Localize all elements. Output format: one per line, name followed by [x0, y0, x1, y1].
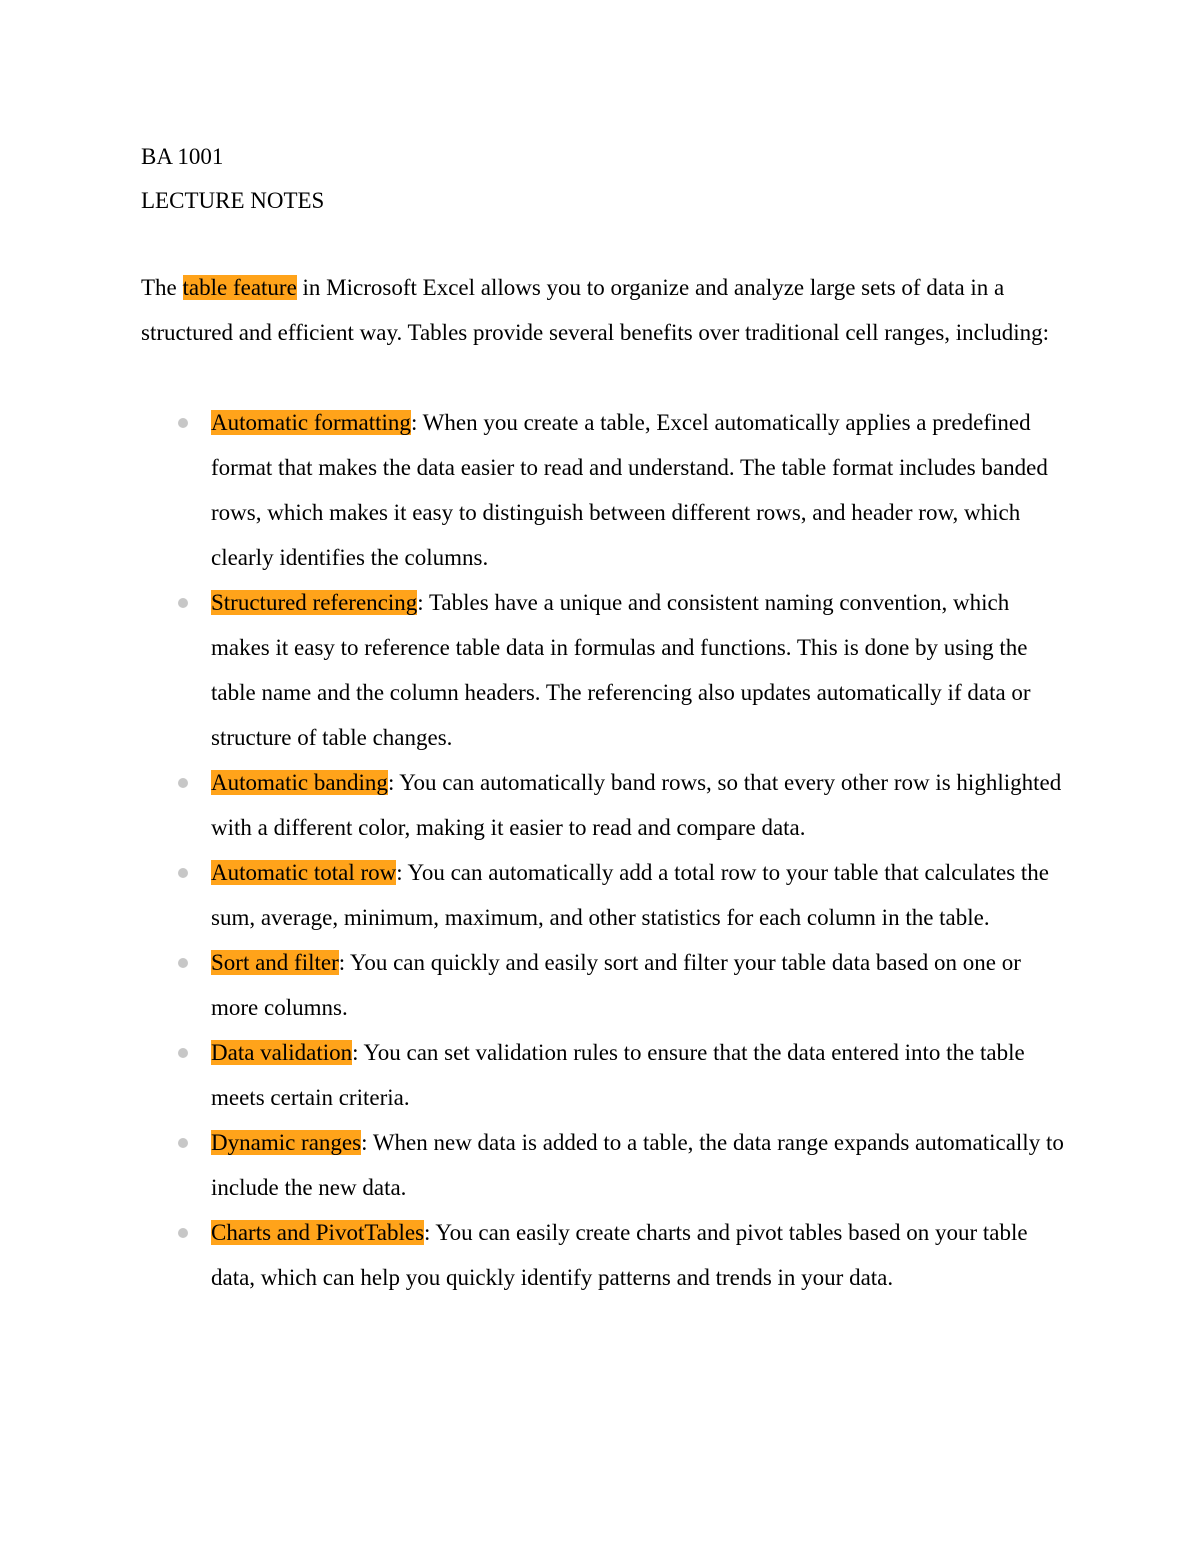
bullet-icon — [178, 1228, 188, 1238]
benefit-term: Data validation — [211, 1040, 353, 1065]
bullet-icon — [178, 958, 188, 968]
bullet-icon — [178, 598, 188, 608]
list-item — [211, 850, 1071, 940]
benefit-term: Structured referencing — [211, 590, 418, 615]
benefit-term: Automatic total row — [211, 860, 397, 885]
benefit-term: Automatic banding — [211, 770, 388, 795]
document-title: LECTURE NOTES — [141, 188, 325, 213]
intro-text-before: The — [141, 275, 183, 300]
bullet-icon — [178, 778, 188, 788]
benefit-list — [211, 400, 1071, 1300]
benefit-term: Sort and filter — [211, 950, 339, 975]
intro-text-after: in Microsoft Excel allows you to organize and analyze large sets of data in a structured and efficient way. Tables provide several benefits over traditional cell ranges, including: — [141, 275, 1050, 345]
bullet-icon — [178, 1138, 188, 1148]
intro-paragraph — [141, 266, 1071, 355]
course-code: BA 1001 — [141, 144, 224, 169]
benefit-description: : Tables have a unique and consistent naming convention, which makes it easy to reference table data in formulas and functions. This is done by using the table name and the column headers. The referencing also updates automatically if data or structure of table changes. — [211, 590, 1031, 750]
benefit-description: : You can easily create charts and pivot tables based on your table data, which can help you quickly identify patterns and trends in your data. — [211, 1220, 1028, 1290]
list-item — [211, 580, 1071, 760]
benefit-term: Automatic formatting — [211, 410, 411, 435]
bullet-icon — [178, 868, 188, 878]
list-item — [211, 760, 1071, 850]
benefit-description: : You can automatically add a total row to your table that calculates the sum, average, minimum, maximum, and other statistics for each column in the table. — [211, 860, 1049, 930]
benefit-description: : You can automatically band rows, so that every other row is highlighted with a different color, making it easier to read and compare data. — [211, 770, 1062, 840]
intro-highlight: table feature — [182, 275, 297, 300]
list-item — [211, 940, 1071, 1030]
benefit-description: : When you create a table, Excel automatically applies a predefined format that makes the data easier to read and understand. The table format includes banded rows, which makes it easy to distinguish between different rows, and header row, which clearly identifies the columns. — [211, 410, 1048, 570]
benefit-description: : You can set validation rules to ensure that the data entered into the table meets certain criteria. — [211, 1040, 1025, 1110]
list-item — [211, 1120, 1071, 1210]
benefit-term: Charts and PivotTables — [211, 1220, 425, 1245]
bullet-icon — [178, 1048, 188, 1058]
benefit-term: Dynamic ranges — [211, 1130, 362, 1155]
list-item — [211, 1030, 1071, 1120]
bullet-icon — [178, 418, 188, 428]
benefit-description: : When new data is added to a table, the data range expands automatically to include the new data. — [211, 1130, 1064, 1200]
benefit-description: : You can quickly and easily sort and filter your table data based on one or more columns. — [211, 950, 1021, 1020]
list-item — [211, 400, 1071, 580]
list-item — [211, 1210, 1071, 1300]
